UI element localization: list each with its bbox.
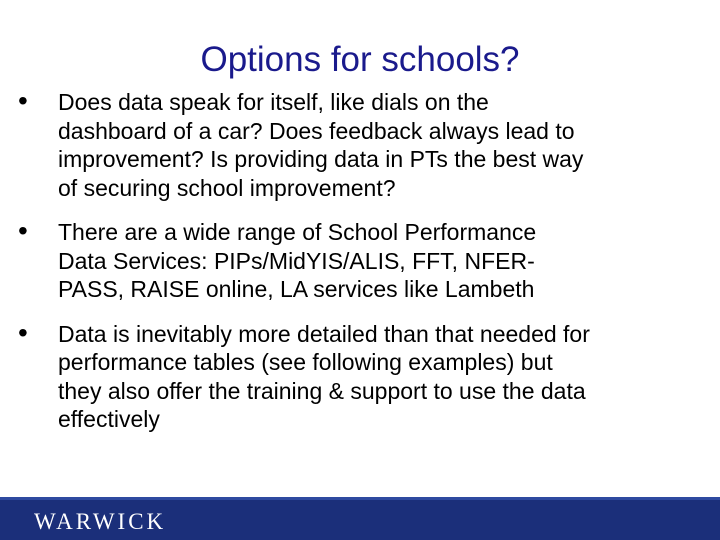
bullet-text: Data is inevitably more detailed than that needed for performance tables (see following examples) but they also offer the training & support to use the data effectively [58,320,590,432]
bullet-text: There are a wide range of School Performance Data Services: PIPs/MidYIS/ALIS, FFT, NFER- PASS, RAISE online, LA services like Lambeth [58,219,537,302]
footer-bar [0,497,720,540]
bullet-item [14,215,714,304]
bullet-text: Does data speak for itself, like dials on the dashboard of a car? Does feedback always lead to improvement? Is providing data in PTs the best way of securing school improvement? [58,89,584,201]
bullet-icon: • [18,85,28,116]
warwick-logo: WARWICK [34,509,167,534]
bullet-icon: • [18,215,28,246]
slide-title: Options for schools? [200,40,520,79]
footer-stripe [0,497,720,500]
bullet-item [14,85,714,202]
bullet-item [14,316,714,434]
bullet-list [14,85,714,434]
bullet-icon: • [18,316,28,348]
